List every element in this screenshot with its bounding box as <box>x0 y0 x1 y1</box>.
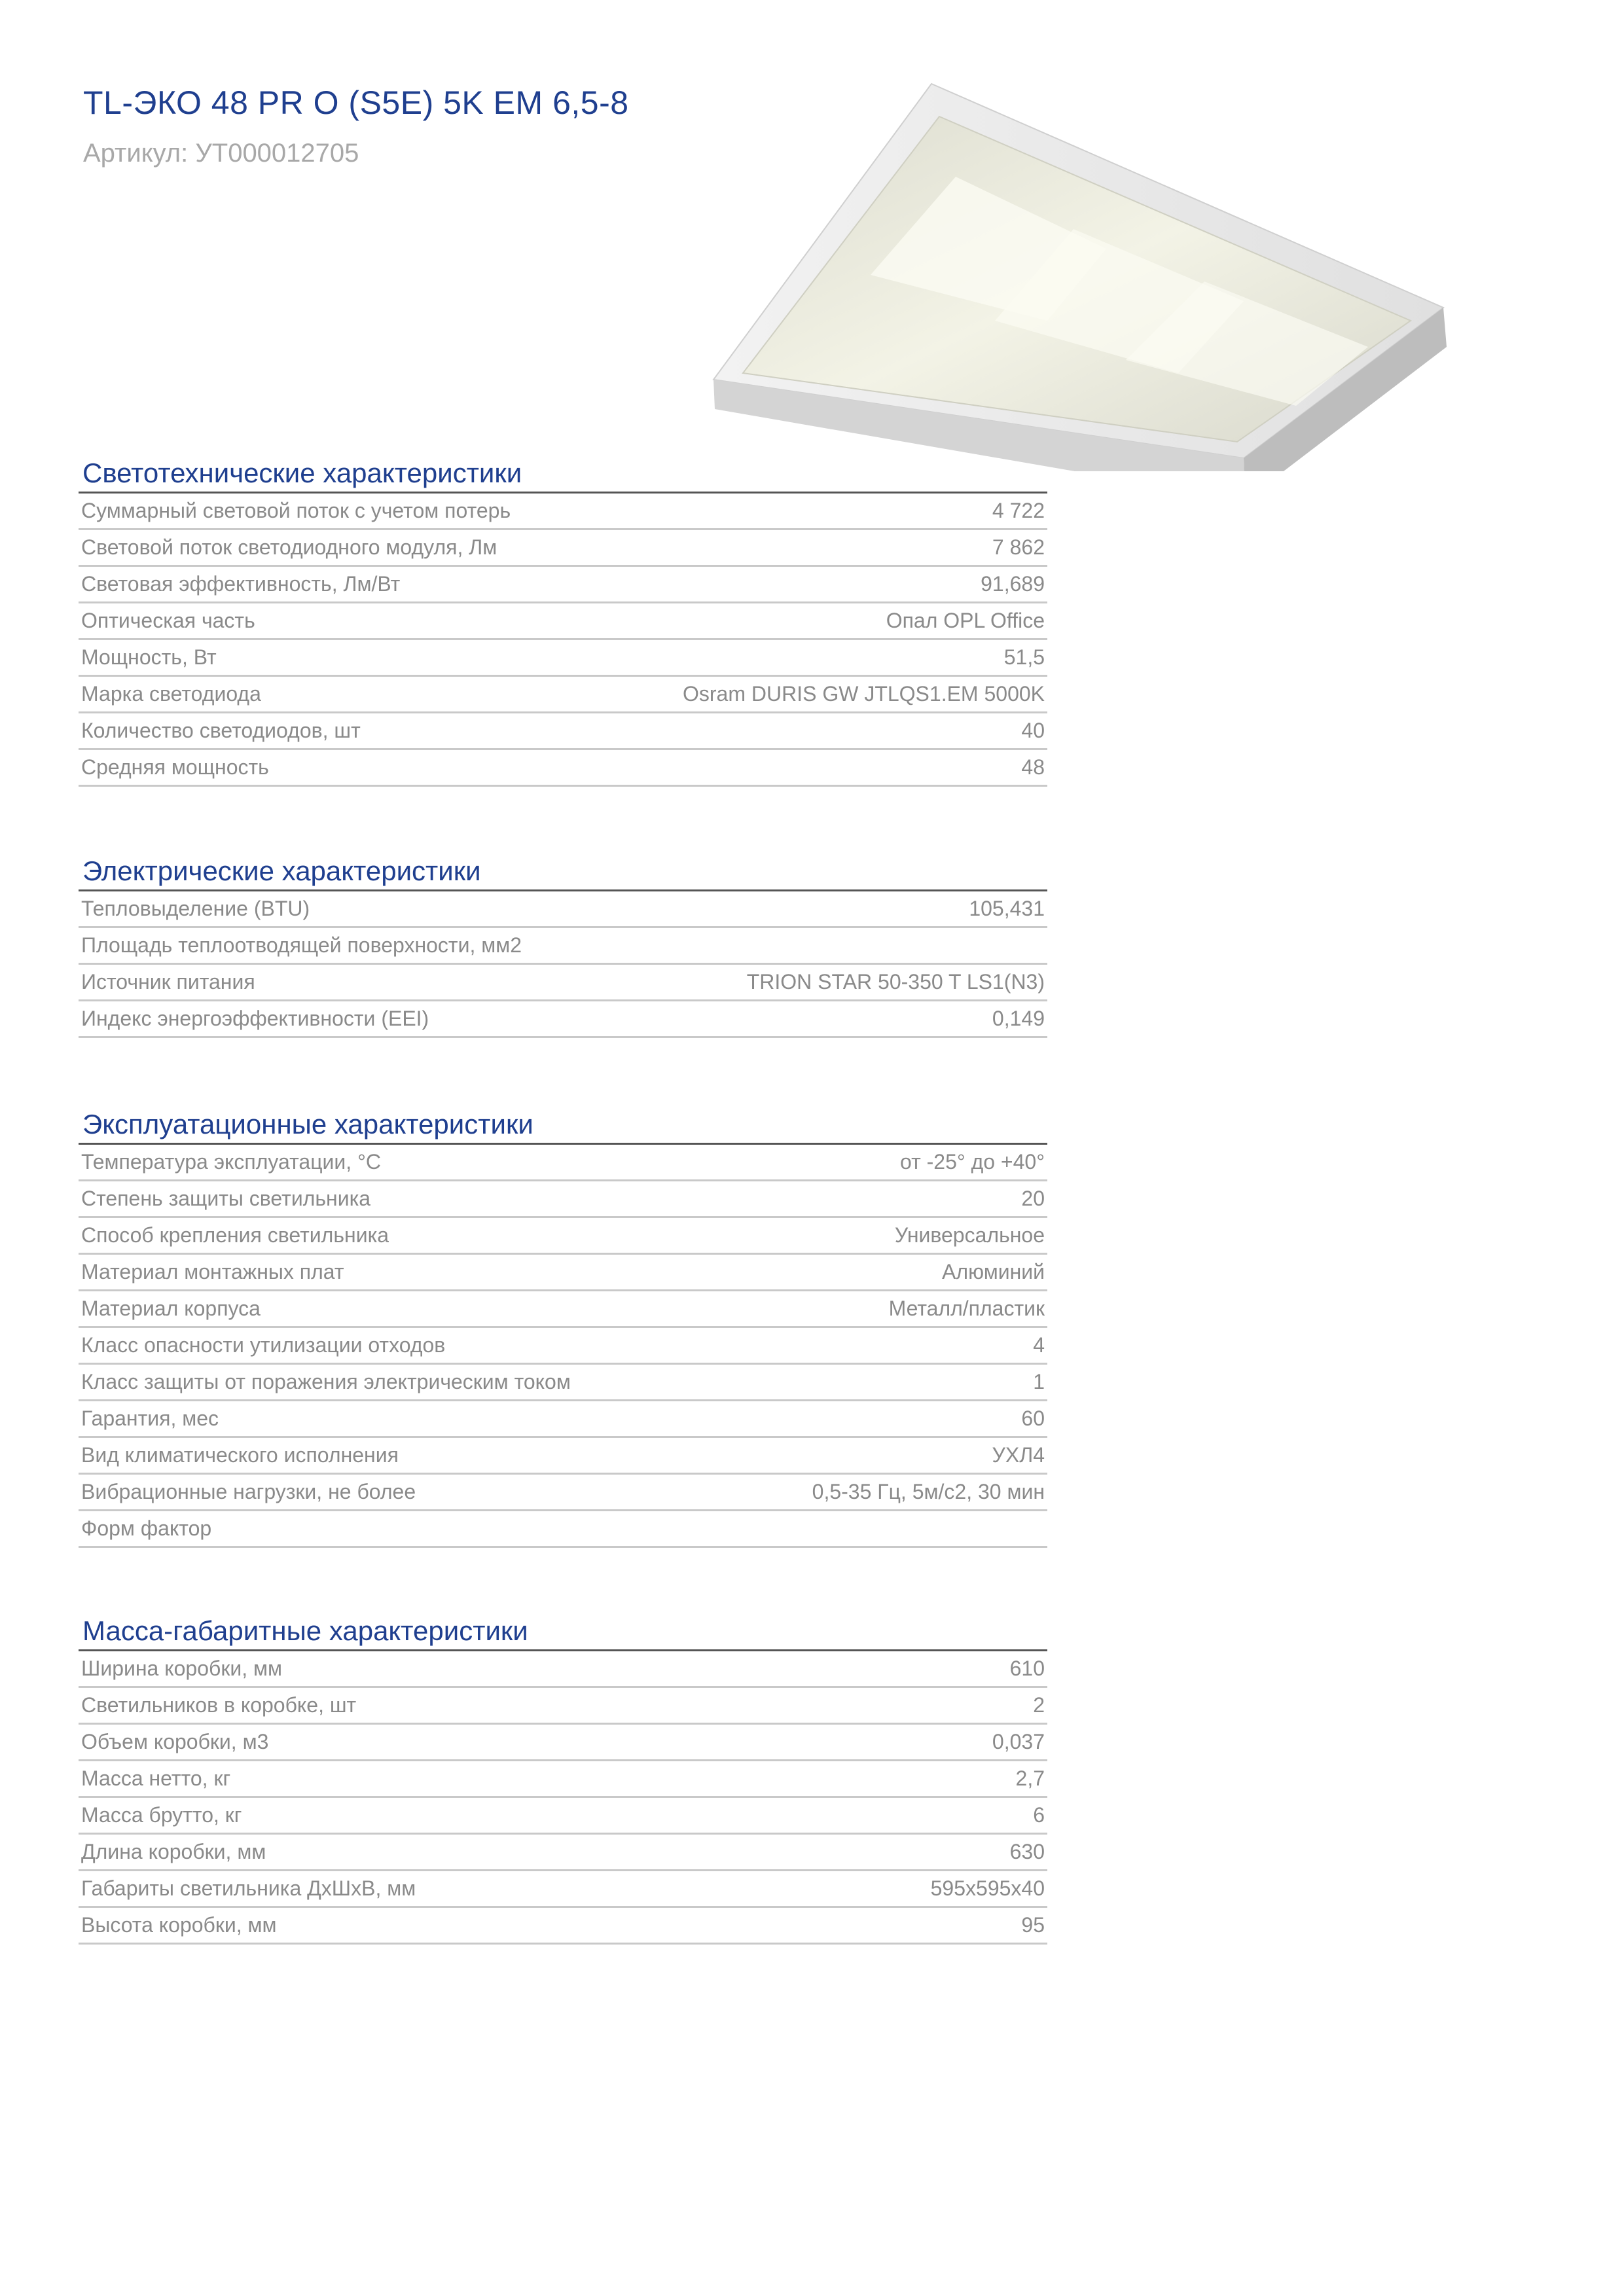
spec-value: 51,5 <box>1003 645 1045 669</box>
spec-row <box>79 530 1047 567</box>
spec-label: Материал корпуса <box>81 1297 261 1320</box>
spec-label: Площадь теплоотводящей поверхности, мм2 <box>81 933 522 957</box>
spec-row <box>79 1255 1047 1291</box>
spec-label: Средняя мощность <box>81 755 269 779</box>
spec-label: Способ крепления светильника <box>81 1223 389 1247</box>
spec-label: Масса нетто, кг <box>81 1767 231 1790</box>
spec-label: Мощность, Вт <box>81 645 217 669</box>
spec-row <box>79 603 1047 640</box>
spec-label: Марка светодиода <box>81 682 261 706</box>
spec-value: 95 <box>1021 1913 1045 1937</box>
spec-row <box>79 677 1047 713</box>
spec-label: Индекс энергоэффективности (EEI) <box>81 1007 429 1030</box>
spec-row <box>79 1328 1047 1365</box>
spec-label: Материал монтажных плат <box>81 1260 344 1283</box>
spec-value: 2,7 <box>1015 1767 1045 1790</box>
spec-label: Количество светодиодов, шт <box>81 719 361 742</box>
spec-value: 20 <box>1021 1187 1045 1210</box>
spec-row <box>79 1651 1047 1688</box>
spec-row <box>79 567 1047 603</box>
spec-label: Форм фактор <box>81 1516 212 1540</box>
spec-label: Объем коробки, м3 <box>81 1730 269 1753</box>
spec-label: Вибрационные нагрузки, не более <box>81 1480 416 1503</box>
spec-value: 0,037 <box>992 1730 1045 1753</box>
spec-label: Суммарный световой поток с учетом потерь <box>81 499 511 522</box>
spec-label: Гарантия, мес <box>81 1407 219 1430</box>
luminaire-image <box>707 79 1453 471</box>
spec-value: 0,5-35 Гц, 5м/с2, 30 мин <box>812 1480 1045 1503</box>
spec-label: Класс защиты от поражения электрическим током <box>81 1370 571 1393</box>
spec-label: Оптическая часть <box>81 609 255 632</box>
spec-row <box>79 1145 1047 1181</box>
spec-label: Световая эффективность, Лм/Вт <box>81 572 401 596</box>
photometric-section <box>79 455 1047 787</box>
spec-value: 48 <box>1021 755 1045 779</box>
spec-value: 1 <box>1033 1370 1045 1393</box>
spec-row <box>79 1438 1047 1475</box>
spec-row <box>79 640 1047 677</box>
spec-row <box>79 493 1047 530</box>
spec-value: 60 <box>1021 1407 1045 1430</box>
section-title: Светотехнические характеристики <box>79 455 1047 493</box>
spec-row <box>79 1365 1047 1401</box>
spec-label: Температура эксплуатации, °С <box>81 1150 381 1174</box>
spec-label: Длина коробки, мм <box>81 1840 266 1863</box>
section-title: Электрические характеристики <box>79 853 1047 891</box>
spec-row <box>79 1218 1047 1255</box>
section-title: Масса-габаритные характеристики <box>79 1613 1047 1651</box>
spec-value: 4 722 <box>992 499 1045 522</box>
spec-value: Универсальное <box>894 1223 1045 1247</box>
spec-row <box>79 1835 1047 1871</box>
spec-value: 2 <box>1033 1693 1045 1717</box>
spec-value: TRION STAR 50-350 T LS1(N3) <box>746 970 1045 994</box>
spec-row <box>79 1291 1047 1328</box>
spec-row <box>79 750 1047 787</box>
spec-value: 6 <box>1033 1803 1045 1827</box>
spec-row <box>79 1511 1047 1548</box>
spec-row <box>79 1798 1047 1835</box>
spec-label: Высота коробки, мм <box>81 1913 277 1937</box>
spec-row <box>79 965 1047 1001</box>
spec-label: Световой поток светодиодного модуля, Лм <box>81 535 497 559</box>
spec-value: 595x595x40 <box>930 1876 1045 1900</box>
spec-value: Металл/пластик <box>888 1297 1045 1320</box>
product-title: TL-ЭКО 48 PR O (S5E) 5K EM 6,5-8 <box>83 84 629 121</box>
spec-label: Тепловыделение (BTU) <box>81 897 310 920</box>
electrical-section <box>79 853 1047 1038</box>
spec-label: Вид климатического исполнения <box>81 1443 399 1467</box>
spec-row <box>79 1908 1047 1945</box>
spec-label: Габариты светильника ДхШхВ, мм <box>81 1876 416 1900</box>
dimensions-section <box>79 1613 1047 1945</box>
spec-row <box>79 1871 1047 1908</box>
spec-label: Ширина коробки, мм <box>81 1657 282 1680</box>
spec-value: 4 <box>1033 1333 1045 1357</box>
spec-row <box>79 1181 1047 1218</box>
spec-value: Алюминий <box>942 1260 1045 1283</box>
spec-row <box>79 713 1047 750</box>
spec-value: Osram DURIS GW JTLQS1.EM 5000K <box>682 682 1045 706</box>
spec-value: 7 862 <box>992 535 1045 559</box>
spec-label: Класс опасности утилизации отходов <box>81 1333 446 1357</box>
spec-value: Опал OPL Office <box>886 609 1045 632</box>
section-title: Эксплуатационные характеристики <box>79 1106 1047 1145</box>
spec-label: Светильников в коробке, шт <box>81 1693 357 1717</box>
spec-row <box>79 1475 1047 1511</box>
spec-row <box>79 1725 1047 1761</box>
spec-row <box>79 1401 1047 1438</box>
spec-row <box>79 1688 1047 1725</box>
spec-value: 610 <box>1009 1657 1045 1680</box>
spec-value: 91,689 <box>981 572 1045 596</box>
spec-value: от -25° до +40° <box>899 1150 1045 1174</box>
operational-section <box>79 1106 1047 1548</box>
spec-value: УХЛ4 <box>992 1443 1045 1467</box>
spec-label: Источник питания <box>81 970 255 994</box>
spec-row <box>79 1001 1047 1038</box>
spec-value: 630 <box>1009 1840 1045 1863</box>
article-number: Артикул: УТ000012705 <box>83 139 359 168</box>
spec-value: 40 <box>1021 719 1045 742</box>
spec-row <box>79 928 1047 965</box>
spec-label: Масса брутто, кг <box>81 1803 242 1827</box>
spec-row <box>79 891 1047 928</box>
spec-label: Степень защиты светильника <box>81 1187 371 1210</box>
spec-row <box>79 1761 1047 1798</box>
spec-value: 105,431 <box>969 897 1045 920</box>
spec-value: 0,149 <box>992 1007 1045 1030</box>
